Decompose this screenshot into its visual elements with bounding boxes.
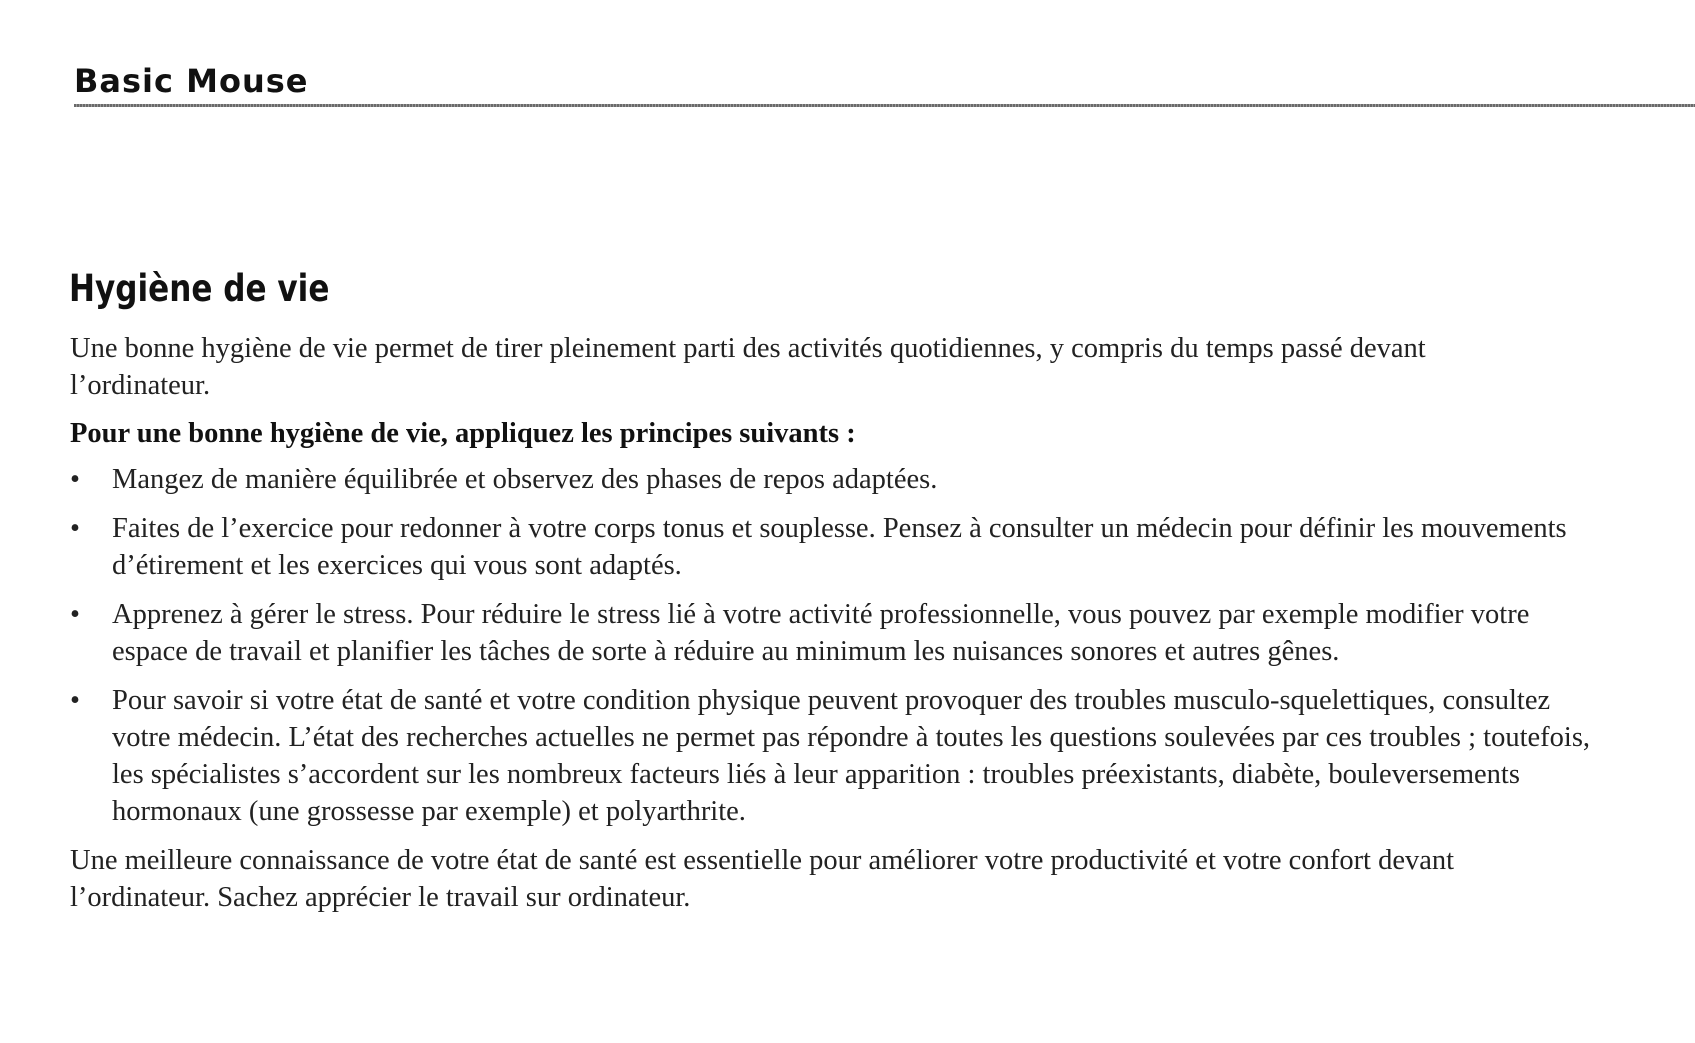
bullet-icon: •	[70, 599, 80, 630]
closing-paragraph: Une meilleure connaissance de votre état de santé est essentielle pour améliorer votre productivité et votre confort devant l’ordinateur. Sachez apprécier le travail sur ordinateur.	[70, 845, 1455, 913]
page-header-title: Basic Mouse	[74, 62, 309, 100]
list-item	[70, 510, 1600, 584]
intro-paragraph: Une bonne hygiène de vie permet de tirer pleinement parti des activités quotidiennes, y compris du temps passé devant l’ordinateur.	[70, 333, 1426, 401]
list-item-text: Apprenez à gérer le stress. Pour réduire le stress lié à votre activité professionnelle, vous pouvez par exemple modifier votre espace de travail et planifier les tâches de sorte à réduire au minimum les nuisances sonores et autres gênes.	[112, 599, 1530, 667]
list-item-text: Pour savoir si votre état de santé et votre condition physique peuvent provoquer des troubles musculo-squelettiques, consultez votre médecin. L’état des recherches actuelles ne permet pas répondre à toutes les questions soulevées par ces troubles ; toutefois, les spécialistes s’accordent sur les nombreux facteurs liés à leur apparition : troubles préexistants, diabète, bouleversements hormonaux (une grossesse par exemple) et polyarthrite.	[112, 685, 1591, 827]
section-title: Hygiène de vie	[69, 267, 330, 310]
list-item	[70, 682, 1600, 830]
principles-lead: Pour une bonne hygiène de vie, appliquez les principes suivants :	[70, 418, 856, 449]
bullet-icon: •	[70, 513, 80, 544]
list-item	[70, 596, 1600, 670]
header-divider	[74, 104, 1695, 107]
section-body	[70, 330, 1590, 916]
bullet-icon: •	[70, 685, 80, 716]
bullet-icon: •	[70, 464, 80, 495]
list-item	[70, 461, 1600, 498]
list-item-text: Faites de l’exercice pour redonner à votre corps tonus et souplesse. Pensez à consulter un médecin pour définir les mouvements d’étirement et les exercices qui vous sont adaptés.	[112, 513, 1567, 581]
principles-list	[70, 461, 1600, 830]
list-item-text: Mangez de manière équilibrée et observez des phases de repos adaptées.	[112, 464, 938, 495]
